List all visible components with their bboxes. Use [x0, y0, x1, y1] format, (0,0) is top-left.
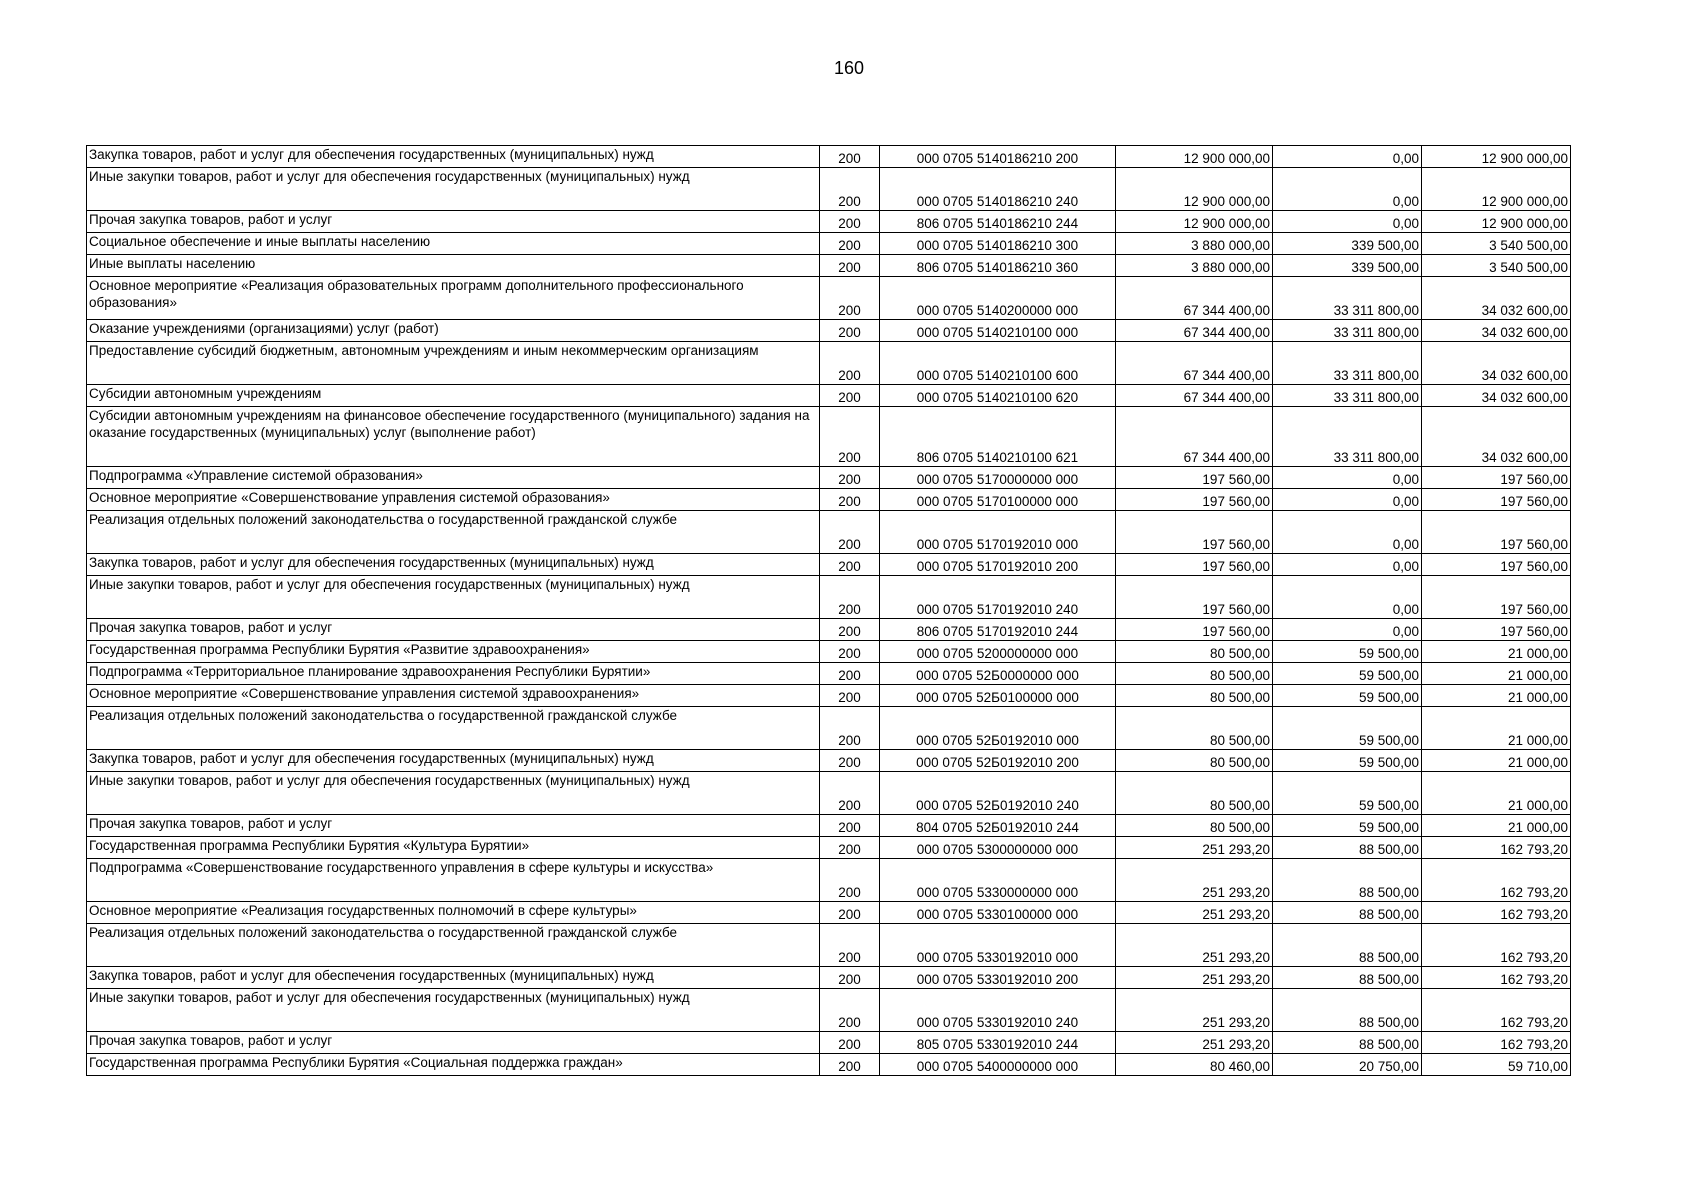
row-name: Закупка товаров, работ и услуг для обеспечения государственных (муниципальных) нужд — [87, 146, 820, 168]
executed-amount: 59 500,00 — [1273, 641, 1422, 663]
row-name: Прочая закупка товаров, работ и услуг — [87, 619, 820, 641]
table-row — [87, 407, 1571, 467]
executed-amount: 33 311 800,00 — [1273, 342, 1422, 385]
row-name: Реализация отдельных положений законодательства о государственной гражданской службе — [87, 924, 820, 967]
approved-amount: 251 293,20 — [1116, 924, 1273, 967]
budget-code: 000 0705 5330192010 000 — [880, 924, 1116, 967]
remaining-amount: 21 000,00 — [1422, 772, 1571, 815]
budget-code: 000 0705 5170000000 000 — [880, 467, 1116, 489]
approved-amount: 197 560,00 — [1116, 489, 1273, 511]
executed-amount: 88 500,00 — [1273, 924, 1422, 967]
executed-amount: 88 500,00 — [1273, 859, 1422, 902]
line-code: 200 — [820, 1054, 880, 1076]
row-name: Подпрограмма «Территориальное планирование здравоохранения Республики Бурятии» — [87, 663, 820, 685]
remaining-amount: 162 793,20 — [1422, 859, 1571, 902]
approved-amount: 251 293,20 — [1116, 837, 1273, 859]
executed-amount: 33 311 800,00 — [1273, 277, 1422, 320]
line-code: 200 — [820, 772, 880, 815]
remaining-amount: 162 793,20 — [1422, 924, 1571, 967]
row-name: Предоставление субсидий бюджетным, автономным учреждениям и иным некоммерческим организациям — [87, 342, 820, 385]
approved-amount: 80 500,00 — [1116, 750, 1273, 772]
remaining-amount: 162 793,20 — [1422, 967, 1571, 989]
line-code: 200 — [820, 342, 880, 385]
line-code: 200 — [820, 1032, 880, 1054]
table-row — [87, 385, 1571, 407]
row-name: Иные закупки товаров, работ и услуг для обеспечения государственных (муниципальных) нужд — [87, 989, 820, 1032]
line-code: 200 — [820, 146, 880, 168]
approved-amount: 67 344 400,00 — [1116, 407, 1273, 467]
row-name: Закупка товаров, работ и услуг для обеспечения государственных (муниципальных) нужд — [87, 554, 820, 576]
executed-amount: 59 500,00 — [1273, 663, 1422, 685]
budget-code: 000 0705 52Б0192010 240 — [880, 772, 1116, 815]
remaining-amount: 59 710,00 — [1422, 1054, 1571, 1076]
table-row — [87, 815, 1571, 837]
remaining-amount: 197 560,00 — [1422, 554, 1571, 576]
remaining-amount: 34 032 600,00 — [1422, 277, 1571, 320]
budget-code: 000 0705 5140186210 300 — [880, 233, 1116, 255]
approved-amount: 80 460,00 — [1116, 1054, 1273, 1076]
line-code: 200 — [820, 489, 880, 511]
approved-amount: 251 293,20 — [1116, 1032, 1273, 1054]
approved-amount: 251 293,20 — [1116, 902, 1273, 924]
page-number: 160 — [833, 58, 865, 78]
remaining-amount: 34 032 600,00 — [1422, 385, 1571, 407]
table-row — [87, 619, 1571, 641]
line-code: 200 — [820, 815, 880, 837]
table-row — [87, 859, 1571, 902]
table-row — [87, 750, 1571, 772]
row-name: Прочая закупка товаров, работ и услуг — [87, 211, 820, 233]
executed-amount: 0,00 — [1273, 146, 1422, 168]
remaining-amount: 21 000,00 — [1422, 685, 1571, 707]
remaining-amount: 12 900 000,00 — [1422, 146, 1571, 168]
table-row — [87, 233, 1571, 255]
row-name: Основное мероприятие «Реализация образовательных программ дополнительного профессионального образования» — [87, 277, 820, 320]
approved-amount: 197 560,00 — [1116, 467, 1273, 489]
remaining-amount: 197 560,00 — [1422, 511, 1571, 554]
table-row — [87, 320, 1571, 342]
budget-table-body — [87, 146, 1571, 1076]
row-name: Реализация отдельных положений законодательства о государственной гражданской службе — [87, 511, 820, 554]
approved-amount: 251 293,20 — [1116, 967, 1273, 989]
table-row — [87, 772, 1571, 815]
approved-amount: 67 344 400,00 — [1116, 385, 1273, 407]
remaining-amount: 34 032 600,00 — [1422, 342, 1571, 385]
table-row — [87, 255, 1571, 277]
row-name: Основное мероприятие «Совершенствование управления системой образования» — [87, 489, 820, 511]
budget-code: 000 0705 5170192010 240 — [880, 576, 1116, 619]
table-row — [87, 342, 1571, 385]
executed-amount: 59 500,00 — [1273, 685, 1422, 707]
line-code: 200 — [820, 641, 880, 663]
remaining-amount: 21 000,00 — [1422, 815, 1571, 837]
executed-amount: 88 500,00 — [1273, 967, 1422, 989]
line-code: 200 — [820, 967, 880, 989]
budget-code: 000 0705 5330000000 000 — [880, 859, 1116, 902]
remaining-amount: 34 032 600,00 — [1422, 407, 1571, 467]
table-row — [87, 554, 1571, 576]
approved-amount: 80 500,00 — [1116, 641, 1273, 663]
budget-code: 000 0705 52Б0192010 200 — [880, 750, 1116, 772]
line-code: 200 — [820, 576, 880, 619]
table-row — [87, 837, 1571, 859]
budget-code: 000 0705 5140186210 200 — [880, 146, 1116, 168]
budget-code: 000 0705 5140210100 600 — [880, 342, 1116, 385]
budget-code: 000 0705 5300000000 000 — [880, 837, 1116, 859]
line-code: 200 — [820, 707, 880, 750]
remaining-amount: 12 900 000,00 — [1422, 211, 1571, 233]
table-row — [87, 467, 1571, 489]
budget-table — [86, 145, 1571, 1076]
budget-code: 000 0705 5400000000 000 — [880, 1054, 1116, 1076]
remaining-amount: 21 000,00 — [1422, 641, 1571, 663]
line-code: 200 — [820, 902, 880, 924]
budget-code: 000 0705 5140210100 620 — [880, 385, 1116, 407]
approved-amount: 67 344 400,00 — [1116, 277, 1273, 320]
row-name: Подпрограмма «Управление системой образования» — [87, 467, 820, 489]
table-row — [87, 1032, 1571, 1054]
approved-amount: 197 560,00 — [1116, 576, 1273, 619]
table-row — [87, 146, 1571, 168]
budget-code: 806 0705 5140186210 244 — [880, 211, 1116, 233]
remaining-amount: 197 560,00 — [1422, 467, 1571, 489]
remaining-amount: 162 793,20 — [1422, 989, 1571, 1032]
table-row — [87, 641, 1571, 663]
executed-amount: 0,00 — [1273, 467, 1422, 489]
approved-amount: 80 500,00 — [1116, 815, 1273, 837]
table-row — [87, 989, 1571, 1032]
budget-code: 000 0705 5170100000 000 — [880, 489, 1116, 511]
budget-code: 000 0705 52Б0000000 000 — [880, 663, 1116, 685]
budget-code: 806 0705 5140210100 621 — [880, 407, 1116, 467]
budget-code: 000 0705 5170192010 000 — [880, 511, 1116, 554]
row-name: Прочая закупка товаров, работ и услуг — [87, 1032, 820, 1054]
row-name: Иные закупки товаров, работ и услуг для обеспечения государственных (муниципальных) нужд — [87, 576, 820, 619]
line-code: 200 — [820, 467, 880, 489]
budget-code: 000 0705 5140186210 240 — [880, 168, 1116, 211]
line-code: 200 — [820, 859, 880, 902]
approved-amount: 67 344 400,00 — [1116, 320, 1273, 342]
budget-code: 806 0705 5170192010 244 — [880, 619, 1116, 641]
table-row — [87, 511, 1571, 554]
approved-amount: 80 500,00 — [1116, 707, 1273, 750]
remaining-amount: 21 000,00 — [1422, 750, 1571, 772]
row-name: Иные закупки товаров, работ и услуг для обеспечения государственных (муниципальных) нужд — [87, 772, 820, 815]
line-code: 200 — [820, 211, 880, 233]
table-row — [87, 277, 1571, 320]
remaining-amount: 197 560,00 — [1422, 576, 1571, 619]
approved-amount: 67 344 400,00 — [1116, 342, 1273, 385]
approved-amount: 197 560,00 — [1116, 619, 1273, 641]
budget-code: 000 0705 52Б0192010 000 — [880, 707, 1116, 750]
budget-code: 804 0705 52Б0192010 244 — [880, 815, 1116, 837]
line-code: 200 — [820, 924, 880, 967]
row-name: Закупка товаров, работ и услуг для обеспечения государственных (муниципальных) нужд — [87, 967, 820, 989]
budget-code: 000 0705 5200000000 000 — [880, 641, 1116, 663]
approved-amount: 197 560,00 — [1116, 554, 1273, 576]
table-row — [87, 902, 1571, 924]
line-code: 200 — [820, 663, 880, 685]
executed-amount: 59 500,00 — [1273, 815, 1422, 837]
executed-amount: 88 500,00 — [1273, 1032, 1422, 1054]
approved-amount: 80 500,00 — [1116, 685, 1273, 707]
approved-amount: 3 880 000,00 — [1116, 255, 1273, 277]
executed-amount: 0,00 — [1273, 554, 1422, 576]
remaining-amount: 197 560,00 — [1422, 489, 1571, 511]
line-code: 200 — [820, 619, 880, 641]
remaining-amount: 3 540 500,00 — [1422, 255, 1571, 277]
budget-code: 000 0705 5140210100 000 — [880, 320, 1116, 342]
line-code: 200 — [820, 385, 880, 407]
row-name: Государственная программа Республики Бурятия «Развитие здравоохранения» — [87, 641, 820, 663]
approved-amount: 12 900 000,00 — [1116, 146, 1273, 168]
row-name: Оказание учреждениями (организациями) услуг (работ) — [87, 320, 820, 342]
line-code: 200 — [820, 685, 880, 707]
line-code: 200 — [820, 750, 880, 772]
row-name: Иные закупки товаров, работ и услуг для обеспечения государственных (муниципальных) нужд — [87, 168, 820, 211]
executed-amount: 0,00 — [1273, 511, 1422, 554]
remaining-amount: 162 793,20 — [1422, 902, 1571, 924]
line-code: 200 — [820, 168, 880, 211]
table-row — [87, 967, 1571, 989]
line-code: 200 — [820, 320, 880, 342]
approved-amount: 251 293,20 — [1116, 859, 1273, 902]
row-name: Основное мероприятие «Реализация государственных полномочий в сфере культуры» — [87, 902, 820, 924]
executed-amount: 0,00 — [1273, 489, 1422, 511]
executed-amount: 0,00 — [1273, 576, 1422, 619]
remaining-amount: 21 000,00 — [1422, 707, 1571, 750]
row-name: Субсидии автономным учреждениям на финансовое обеспечение государственного (муниципального) задания на оказание государственных (муниципальных) услуг (выполнение работ) — [87, 407, 820, 467]
executed-amount: 20 750,00 — [1273, 1054, 1422, 1076]
line-code: 200 — [820, 837, 880, 859]
remaining-amount: 21 000,00 — [1422, 663, 1571, 685]
row-name: Закупка товаров, работ и услуг для обеспечения государственных (муниципальных) нужд — [87, 750, 820, 772]
approved-amount: 80 500,00 — [1116, 663, 1273, 685]
budget-code: 000 0705 5330192010 240 — [880, 989, 1116, 1032]
remaining-amount: 12 900 000,00 — [1422, 168, 1571, 211]
line-code: 200 — [820, 554, 880, 576]
table-row — [87, 211, 1571, 233]
executed-amount: 339 500,00 — [1273, 255, 1422, 277]
approved-amount: 12 900 000,00 — [1116, 211, 1273, 233]
budget-code: 805 0705 5330192010 244 — [880, 1032, 1116, 1054]
approved-amount: 3 880 000,00 — [1116, 233, 1273, 255]
approved-amount: 197 560,00 — [1116, 511, 1273, 554]
line-code: 200 — [820, 233, 880, 255]
executed-amount: 0,00 — [1273, 168, 1422, 211]
approved-amount: 251 293,20 — [1116, 989, 1273, 1032]
table-row — [87, 685, 1571, 707]
approved-amount: 80 500,00 — [1116, 772, 1273, 815]
remaining-amount: 3 540 500,00 — [1422, 233, 1571, 255]
row-name: Основное мероприятие «Совершенствование управления системой здравоохранения» — [87, 685, 820, 707]
table-row — [87, 924, 1571, 967]
budget-code: 000 0705 5330192010 200 — [880, 967, 1116, 989]
row-name: Прочая закупка товаров, работ и услуг — [87, 815, 820, 837]
line-code: 200 — [820, 407, 880, 467]
line-code: 200 — [820, 511, 880, 554]
row-name: Иные выплаты населению — [87, 255, 820, 277]
row-name: Реализация отдельных положений законодательства о государственной гражданской службе — [87, 707, 820, 750]
budget-code: 000 0705 5170192010 200 — [880, 554, 1116, 576]
executed-amount: 59 500,00 — [1273, 750, 1422, 772]
table-row — [87, 576, 1571, 619]
executed-amount: 88 500,00 — [1273, 837, 1422, 859]
budget-code: 000 0705 5140200000 000 — [880, 277, 1116, 320]
budget-code: 000 0705 5330100000 000 — [880, 902, 1116, 924]
executed-amount: 339 500,00 — [1273, 233, 1422, 255]
approved-amount: 12 900 000,00 — [1116, 168, 1273, 211]
table-row — [87, 489, 1571, 511]
executed-amount: 33 311 800,00 — [1273, 407, 1422, 467]
executed-amount: 33 311 800,00 — [1273, 320, 1422, 342]
row-name: Государственная программа Республики Бурятия «Социальная поддержка граждан» — [87, 1054, 820, 1076]
executed-amount: 59 500,00 — [1273, 707, 1422, 750]
executed-amount: 88 500,00 — [1273, 989, 1422, 1032]
table-row — [87, 707, 1571, 750]
row-name: Субсидии автономным учреждениям — [87, 385, 820, 407]
line-code: 200 — [820, 255, 880, 277]
row-name: Социальное обеспечение и иные выплаты населению — [87, 233, 820, 255]
row-name: Государственная программа Республики Бурятия «Культура Бурятии» — [87, 837, 820, 859]
remaining-amount: 34 032 600,00 — [1422, 320, 1571, 342]
line-code: 200 — [820, 989, 880, 1032]
remaining-amount: 162 793,20 — [1422, 1032, 1571, 1054]
table-row — [87, 1054, 1571, 1076]
table-row — [87, 168, 1571, 211]
remaining-amount: 197 560,00 — [1422, 619, 1571, 641]
row-name: Подпрограмма «Совершенствование государственного управления в сфере культуры и искусства» — [87, 859, 820, 902]
executed-amount: 59 500,00 — [1273, 772, 1422, 815]
executed-amount: 33 311 800,00 — [1273, 385, 1422, 407]
budget-code: 000 0705 52Б0100000 000 — [880, 685, 1116, 707]
table-row — [87, 663, 1571, 685]
line-code: 200 — [820, 277, 880, 320]
executed-amount: 0,00 — [1273, 619, 1422, 641]
executed-amount: 0,00 — [1273, 211, 1422, 233]
budget-code: 806 0705 5140186210 360 — [880, 255, 1116, 277]
executed-amount: 88 500,00 — [1273, 902, 1422, 924]
remaining-amount: 162 793,20 — [1422, 837, 1571, 859]
